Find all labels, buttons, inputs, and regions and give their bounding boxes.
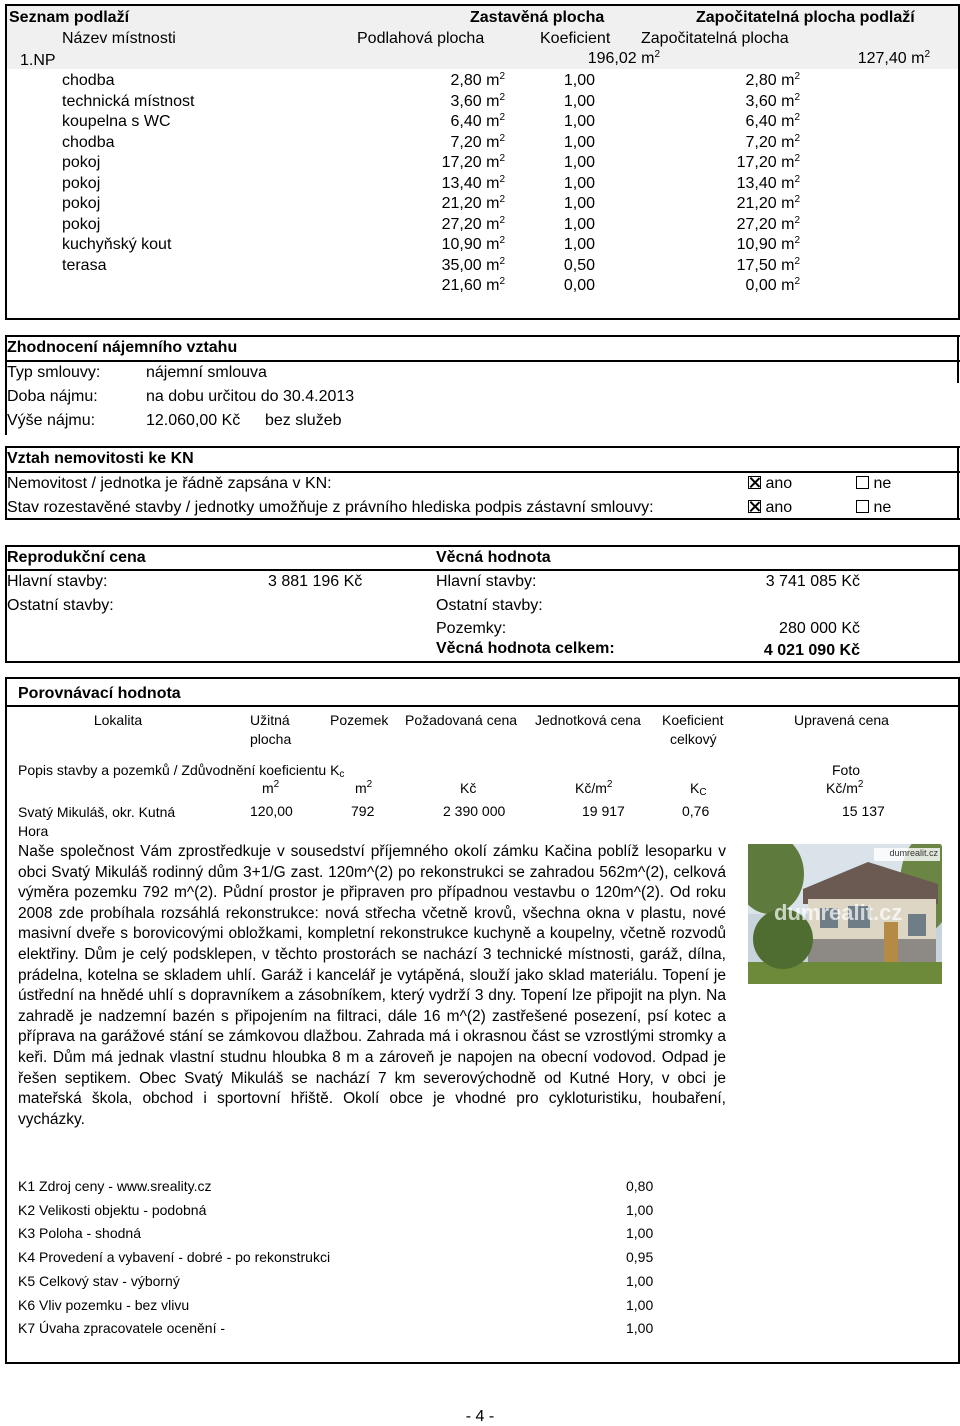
unit: m — [781, 195, 795, 212]
h-koeficient: Koeficient — [662, 712, 724, 728]
room-counted — [660, 113, 800, 131]
total-value: 4 021 090 Kč — [763, 642, 860, 659]
room-counted — [660, 72, 800, 90]
vecna-main-label: Hlavní stavby: — [436, 573, 537, 590]
room-coef — [520, 154, 595, 172]
room-area-value: 3,60 — [450, 92, 482, 110]
unit-exp: 2 — [794, 276, 800, 287]
unit: m — [781, 72, 795, 89]
kn-q2-no[interactable] — [856, 499, 891, 517]
k-label: K7 Úvaha zpracovatele ocenění - — [18, 1320, 226, 1337]
vecna-other-label: Ostatní stavby: — [436, 597, 543, 614]
unit: m — [781, 154, 795, 171]
row-uzitna: 120,00 — [250, 803, 293, 819]
room-area-value: 17,20 — [441, 154, 482, 171]
empty-box-icon — [856, 476, 869, 489]
row-koeficient: 0,76 — [682, 803, 710, 819]
unit: m — [911, 50, 925, 67]
room-area — [380, 277, 505, 295]
room-area-value: 21,20 — [441, 195, 482, 212]
room-area — [380, 72, 505, 90]
h-plocha: plocha — [250, 731, 292, 747]
room-counted-value: 3,60 — [745, 92, 777, 110]
room-area-value: 7,20 — [450, 133, 482, 151]
room-counted — [660, 93, 800, 111]
unit: m — [781, 215, 795, 233]
unit-exp: 2 — [794, 112, 800, 123]
room-area — [380, 134, 505, 152]
lease-title: Zhodnocení nájemního vztahu — [7, 339, 238, 356]
vecna-main-value: 3 741 085 Kč — [765, 573, 860, 590]
room-name — [62, 236, 312, 254]
room-name — [62, 216, 312, 234]
values-rule — [5, 569, 960, 571]
lease-type-value: nájemní smlouva — [146, 364, 267, 381]
lease-type-label: Typ smlouvy: — [7, 364, 101, 381]
room-coef-value: 0,50 — [563, 256, 595, 274]
room-area — [380, 113, 505, 131]
room-area-value: 35,00 — [441, 256, 482, 274]
comparison-title: Porovnávací hodnota — [18, 685, 181, 702]
floor-label: 1.NP — [20, 52, 56, 69]
unit-exp: 2 — [499, 276, 505, 287]
no-label: ne — [873, 475, 892, 492]
room-area — [380, 236, 505, 254]
property-description: Naše společnost Vám zprostředkuje v sousedství příjemného okolí zámku Kačina poblíž lesoparku v obci Svatý Mikuláš rodinný dům 3+1/G zast. 120m^(2) po rekonstrukci se zahradou 562m^(2), celková výměra pozemku 792 m^(2). Půdní prostor je připraven pro případnou vestavbu o 120m^(2). Od roku 2008 zde probíhala rozsáhlá rekonstrukce: nová střecha včetně krovů, všechna okna v plastu, nové masivní dveře s borovicovými obložkami, kompletní rekonstrukce kuchyně a koupelny, včetně rozvodů elektřiny. Dům je celý podsklepen, v těchto prostorách se nachází 3 technické místnosti, garáž, dílna, prádelna, kotelna se skladem uhlí. Garáž i kancelář je vytápěná, slouží jako sklad materiálu. Topení je ústřední na hnědé uhlí s dopravníkem a zásobníkem, který vydrží 3 dny. Topení lze připojit na plyn. Na zahradě je nadzemní bazén s připojením na filtraci, dále 16 m^(2) zastřešené posezení, psí kotec a příprava na garážové stání se zámkovou dlažbou. Zahrada má i okrasnou část se vzrostlými stromky a keři. Dům má jednak vlastní studnu hloubka 8 m a zároveň je napojen na obecní vodovod. Odpad je řešen septikem. Obec Svatý Mikuláš se nachází 7 km severovýchodně od Kutné Hory, v obci je mateřská škola, obchod i sportovní hřiště. Okolí obce je vhodné pro cykloturistiku, houbaření, vycházky. — [18, 843, 726, 1128]
lease-rent-note: bez služeb — [265, 412, 342, 429]
land-label: Pozemky: — [436, 620, 507, 637]
floor-list-title: Seznam podlaží — [9, 9, 130, 26]
room-area — [380, 154, 505, 172]
row-pozadovana: 2 390 000 — [443, 803, 506, 819]
k-value: 1,00 — [626, 1225, 654, 1242]
unit-exp: 2 — [499, 112, 505, 123]
k-label: K1 Zdroj ceny - www.sreality.cz — [18, 1178, 212, 1194]
unit-exp: 2 — [499, 91, 505, 103]
unit: m — [781, 174, 795, 192]
k-label: K2 Velikosti objektu - podobná — [18, 1201, 207, 1218]
repro-main-label: Hlavní stavby: — [7, 573, 108, 590]
unit: m — [486, 236, 500, 253]
room-coef — [520, 195, 595, 213]
lease-rule — [5, 360, 960, 362]
unit-exp: 2 — [499, 132, 505, 144]
room-area — [380, 93, 505, 111]
room-counted — [660, 216, 800, 234]
col-counted-area: Započitatelná plocha podlaží — [696, 9, 915, 26]
unit: m — [486, 215, 500, 233]
room-counted — [660, 154, 800, 172]
floor-counted-total — [790, 50, 930, 68]
room-coef-value: 1,00 — [563, 133, 595, 151]
room-coef-value: 1,00 — [563, 92, 595, 110]
yes-label: ano — [765, 475, 793, 492]
unit-exp: 2 — [366, 779, 373, 790]
checked-box-icon — [748, 476, 761, 489]
yes-label: ano — [765, 499, 793, 516]
h-pozemek: Pozemek — [330, 712, 389, 728]
room-name-value: chodba — [62, 72, 115, 89]
lease-duration-label: Doba nájmu: — [7, 388, 98, 405]
room-counted-value: 0,00 — [745, 277, 777, 294]
room-counted — [660, 236, 800, 254]
lease-title-rule — [5, 335, 960, 337]
unit-exp: 2 — [794, 214, 800, 226]
unit-kcm: Kč/m — [826, 780, 858, 796]
unit-exp: 2 — [499, 71, 505, 82]
k-value: 1,00 — [626, 1272, 654, 1289]
unit-exp: 2 — [499, 214, 505, 226]
unit: m — [486, 256, 500, 274]
room-counted-value: 27,20 — [736, 215, 777, 233]
unit-exp: 2 — [273, 779, 280, 790]
sub-floor-area: Podlahová plocha — [357, 30, 485, 47]
unit: m — [486, 195, 500, 212]
unit-exp: 2 — [794, 173, 800, 185]
room-coef-value: 0,00 — [563, 277, 595, 294]
room-name-value: terasa — [62, 256, 107, 274]
empty-box-icon — [856, 500, 869, 513]
room-area-value: 2,80 — [450, 72, 482, 89]
room-area — [380, 195, 505, 213]
lease-rent-label: Výše nájmu: — [7, 412, 96, 429]
unit-jednotkova — [575, 780, 612, 796]
k-label: K4 Provedení a vybavení - dobré - po rekonstrukci — [18, 1249, 331, 1266]
kn-title: Vztah nemovitosti ke KN — [7, 450, 194, 467]
room-coef-value: 1,00 — [563, 195, 595, 212]
room-name-value: technická místnost — [62, 92, 195, 110]
unit-exp: 2 — [794, 71, 800, 82]
room-area — [380, 257, 505, 275]
room-coef-value: 1,00 — [563, 236, 595, 253]
kn-rule — [5, 471, 960, 473]
lease-duration-value: na dobu určitou do 30.4.2013 — [146, 388, 355, 405]
unit-kcm: Kč/m — [575, 780, 607, 796]
unit: m — [781, 113, 795, 130]
h-upravena: Upravená cena — [794, 712, 889, 728]
land-value: 280 000 Kč — [779, 620, 860, 637]
kn-top-rule — [5, 446, 960, 448]
sub-room-name: Název místnosti — [62, 30, 176, 47]
unit-exp: 2 — [499, 235, 505, 246]
room-coef — [520, 72, 595, 90]
room-coef — [520, 93, 595, 111]
repro-other-label: Ostatní stavby: — [7, 597, 114, 614]
unit-uzitna — [262, 780, 279, 796]
k-value: 0,80 — [626, 1178, 654, 1194]
unit-pozemek — [355, 780, 372, 796]
floor-built-total — [520, 50, 660, 68]
unit-k-sub: C — [699, 787, 707, 798]
room-counted — [660, 175, 800, 193]
unit: m — [781, 133, 795, 151]
total-label: Věcná hodnota celkem: — [436, 640, 615, 657]
kn-q1-yes[interactable] — [748, 475, 792, 493]
room-name — [62, 257, 312, 275]
lease-rent-value: 12.060,00 Kč — [146, 412, 241, 429]
h-lokalita: Lokalita — [93, 712, 143, 728]
page-number: - 4 - — [465, 1408, 495, 1425]
room-name-value: kuchyňský kout — [62, 236, 172, 253]
comparison-rule — [5, 705, 960, 707]
room-area-value: 10,90 — [441, 236, 482, 253]
unit-exp: 2 — [794, 194, 800, 205]
h-pozadovana: Požadovaná cena — [405, 712, 518, 728]
unit: m — [781, 236, 795, 253]
unit: m — [486, 277, 500, 294]
unit: m — [641, 50, 655, 67]
room-coef-value: 1,00 — [563, 215, 595, 233]
col-built-area: Zastavěná plocha — [470, 9, 605, 26]
unit-exp: 2 — [794, 91, 800, 103]
room-coef — [520, 216, 595, 234]
room-name-value: pokoj — [62, 174, 101, 192]
unit-exp: 2 — [654, 49, 660, 60]
room-area-value: 6,40 — [450, 113, 482, 130]
h-foto: Foto — [832, 762, 861, 778]
room-name — [62, 93, 312, 111]
room-name — [62, 175, 312, 193]
room-name-value: koupelna s WC — [62, 113, 171, 130]
room-name-value: chodba — [62, 133, 115, 151]
room-coef-value: 1,00 — [563, 113, 595, 130]
floor-built-value: 196,02 — [587, 50, 637, 67]
room-name — [62, 134, 312, 152]
k-label: K5 Celkový stav - výborný — [18, 1272, 180, 1289]
sub-counted-area: Započitatelná plocha — [641, 30, 789, 47]
unit-exp: 2 — [499, 255, 505, 267]
room-coef — [520, 277, 595, 295]
unit: m — [781, 256, 795, 274]
room-area-value: 27,20 — [441, 215, 482, 233]
room-counted — [660, 277, 800, 295]
room-counted-value: 10,90 — [736, 236, 777, 253]
unit-upravena — [826, 780, 863, 796]
unit-pozadovana: Kč — [460, 780, 477, 796]
unit: m — [486, 113, 500, 130]
room-area-value: 21,60 — [441, 277, 482, 294]
sub-coefficient: Koeficient — [540, 30, 611, 47]
kn-question-registered: Nemovitost / jednotka je řádně zapsána v KN: — [7, 475, 332, 492]
repro-title: Reprodukční cena — [7, 549, 146, 566]
unit: m — [486, 72, 500, 89]
h-popis — [18, 762, 344, 778]
row-pozemek: 792 — [351, 803, 375, 819]
h-jednotkova: Jednotková cena — [535, 712, 641, 728]
room-coef-value: 1,00 — [563, 154, 595, 171]
unit-exp: 2 — [794, 153, 800, 164]
k-value: 0,95 — [626, 1249, 654, 1266]
room-area — [380, 175, 505, 193]
unit: m — [486, 174, 500, 192]
room-counted-value: 21,20 — [736, 195, 777, 212]
k-value: 1,00 — [626, 1296, 654, 1313]
unit-exp: 2 — [924, 49, 930, 60]
total-rule — [436, 661, 860, 662]
row-upravena: 15 137 — [842, 803, 885, 819]
unit-exp: 2 — [606, 779, 613, 790]
unit-exp: 2 — [499, 153, 505, 164]
room-counted-value: 13,40 — [736, 174, 777, 192]
unit: m — [781, 92, 795, 110]
lease-right-rule — [957, 335, 959, 383]
room-coef — [520, 113, 595, 131]
room-name-value: pokoj — [62, 215, 101, 233]
room-counted-value: 7,20 — [745, 133, 777, 151]
room-coef — [520, 236, 595, 254]
k-value: 1,00 — [626, 1201, 654, 1218]
room-counted-value: 6,40 — [745, 113, 777, 130]
room-counted-value: 2,80 — [745, 72, 777, 89]
room-name — [62, 154, 312, 172]
k-value: 1,00 — [626, 1320, 654, 1337]
h-celkovy: celkový — [670, 731, 717, 747]
unit-exp: 2 — [794, 132, 800, 144]
unit: m — [486, 133, 500, 151]
room-area-value: 13,40 — [441, 174, 482, 192]
unit-exp: 2 — [499, 194, 505, 205]
room-name — [62, 113, 312, 131]
unit-exp: 2 — [794, 255, 800, 267]
room-coef — [520, 257, 595, 275]
room-counted — [660, 257, 800, 275]
photo-watermark-center: dumrealit.cz — [774, 900, 903, 925]
property-photo — [748, 844, 942, 984]
room-area — [380, 216, 505, 234]
room-coef-value: 1,00 — [563, 72, 595, 89]
h-popis-sub: c — [339, 769, 345, 780]
unit-m: m — [355, 780, 367, 796]
room-counted-value: 17,20 — [736, 154, 777, 171]
checked-box-icon — [748, 500, 761, 513]
room-name — [62, 72, 312, 90]
photo-watermark-top: dumrealit.cz — [889, 848, 938, 858]
unit-k: K — [690, 780, 700, 796]
kn-right-rule — [957, 446, 959, 520]
floor-counted-value: 127,40 — [857, 50, 907, 67]
row-lokalita: Svatý Mikuláš, okr. Kutná Hora — [18, 804, 176, 839]
repro-main-value: 3 881 196 Kč — [268, 573, 363, 590]
room-counted — [660, 134, 800, 152]
h-uzitna: Užitná — [250, 712, 290, 728]
room-name-value: pokoj — [62, 195, 101, 212]
room-counted — [660, 195, 800, 213]
row-jednotkova: 19 917 — [582, 803, 625, 819]
room-counted-value: 17,50 — [736, 256, 777, 274]
unit-exp: 2 — [794, 235, 800, 246]
unit: m — [486, 154, 500, 171]
kn-q1-no[interactable] — [856, 475, 891, 493]
room-coef — [520, 175, 595, 193]
vecna-title: Věcná hodnota — [436, 549, 551, 566]
unit-koef — [690, 780, 707, 796]
room-coef-value: 1,00 — [563, 174, 595, 192]
unit: m — [486, 92, 500, 110]
k-label: K3 Poloha - shodná — [18, 1225, 141, 1242]
unit-exp: 2 — [857, 779, 864, 790]
room-name-value: pokoj — [62, 154, 101, 171]
kn-q2-yes[interactable] — [748, 499, 792, 517]
no-label: ne — [873, 499, 892, 516]
room-coef — [520, 134, 595, 152]
kn-bottom-rule — [5, 518, 960, 520]
unit-exp: 2 — [499, 173, 505, 185]
kn-question-construction: Stav rozestavěné stavby / jednotky umožňuje z právního hlediska podpis zástavní smlouvy: — [7, 499, 654, 516]
room-name — [62, 195, 312, 213]
k-label: K6 Vliv pozemku - bez vlivu — [18, 1296, 190, 1313]
unit-m: m — [262, 780, 274, 796]
unit: m — [781, 277, 795, 294]
h-popis-text: Popis stavby a pozemků / Zdůvodnění koeficientu K — [18, 762, 340, 778]
